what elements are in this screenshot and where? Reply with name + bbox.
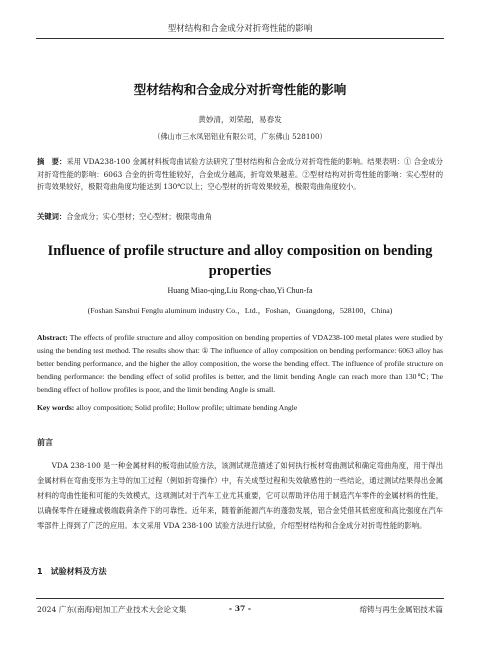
preface-paragraph: VDA 238-100 是一种金属材料的板弯曲试验方法，该测试规范描述了如何执行板材弯曲测试和确定弯曲角度，用于得出金属材料在弯曲变形为主导的加工过程（例如折弯操作）中，有关成型过程和失效敏感性的一些结论，通过测试结果得出金属材料的弯曲性能和可能的失效模式，这项测试对于汽车工业尤其重要，它可以帮助评估用于制造汽车零件的金属材料的性能，以确保零件在碰撞或极端载荷条件下的可靠性。近年来，随着新能源汽车的蓬勃发展，铝合金凭借其低密度和高比强度在汽车零部件上得到了广泛的应用。本文采用 VDA 238-100 试验方法进行试验，介绍型材结构和合金成分对折弯性能的影响。 xyxy=(37,461,443,530)
title-chinese: 型材结构和合金成分对折弯性能的影响 xyxy=(133,82,347,97)
abstract-chinese xyxy=(37,156,443,194)
running-header: 型材结构和合金成分对折弯性能的影响 xyxy=(167,24,313,34)
footer-proceedings: 2024 广东(南海)铝加工产业技术大会论文集 xyxy=(37,605,187,614)
title-english: Influence of profile structure and alloy composition on bending properties xyxy=(47,243,433,279)
keywords-english-text: alloy composition; Solid profile; Hollow profile; ultimate bending Angle xyxy=(76,403,298,412)
affiliation-english: (Foshan Sanshui Fenglu aluminum industry Co.，Ltd.，Foshan，Guangdong，528100，China) xyxy=(87,306,393,315)
abstract-english-label: Abstract: xyxy=(37,333,68,342)
section-heading-preface: 前言 xyxy=(37,438,53,447)
keywords-chinese-text: 合金成分；实心型材；空心型材；极限弯曲角 xyxy=(66,212,213,221)
keywords-english-label: Key words: xyxy=(37,403,75,412)
section-heading-materials-methods: 1 试验材料及方法 xyxy=(37,567,107,576)
authors-english: Huang Miao-qing,Liu Rong-chao,Yi Chun-fa xyxy=(167,286,313,295)
authors-chinese: 黄妙清，刘荣超，易春发 xyxy=(198,115,282,124)
abstract-english xyxy=(37,331,443,396)
abstract-chinese-text: 采用 VDA238-100 金属材料板弯曲试验方法研究了型材结构和合金成分对折弯性能的影响。结果表明：① 合金成分对折弯性能的影响：6063 合金的折弯性能较好，合金成分越高，折弯效果越差。②型材结构对折弯性能的影响：实心型材的折弯效果较好，极限弯曲角度均能达到 130℃以上；空心型材的折弯效果较差，极限弯曲角度较小。 xyxy=(37,157,443,192)
keywords-english xyxy=(37,402,443,414)
keywords-chinese xyxy=(37,211,443,223)
abstract-chinese-label: 摘 要： xyxy=(37,157,67,166)
footer-rule xyxy=(36,598,444,599)
header-rule xyxy=(36,38,444,39)
affiliation-chinese: （佛山市三水凤铝铝业有限公司，广东佛山 528100） xyxy=(153,132,327,141)
keywords-chinese-label: 关键词： xyxy=(37,212,67,221)
abstract-english-text: The effects of profile structure and alloy composition on bending properties of VDA238-100 metal plates were studied by using the bending test method. The results show that: ① The influence of alloy composition on bending performance: 6063 alloy has better bending performance, and the higher the alloy composition, the worse the bending effect. The influence of profile structure on bending performance: the bending effect of solid profiles is better, and the limit bending Angle can reach more than 130℃; The bending effect of hollow profiles is poor, and the limit bending Angle is small. xyxy=(37,333,443,395)
footer-section: 熔铸与再生金属铝技术篇 xyxy=(359,605,443,614)
page-number: - 37 - xyxy=(228,604,252,613)
